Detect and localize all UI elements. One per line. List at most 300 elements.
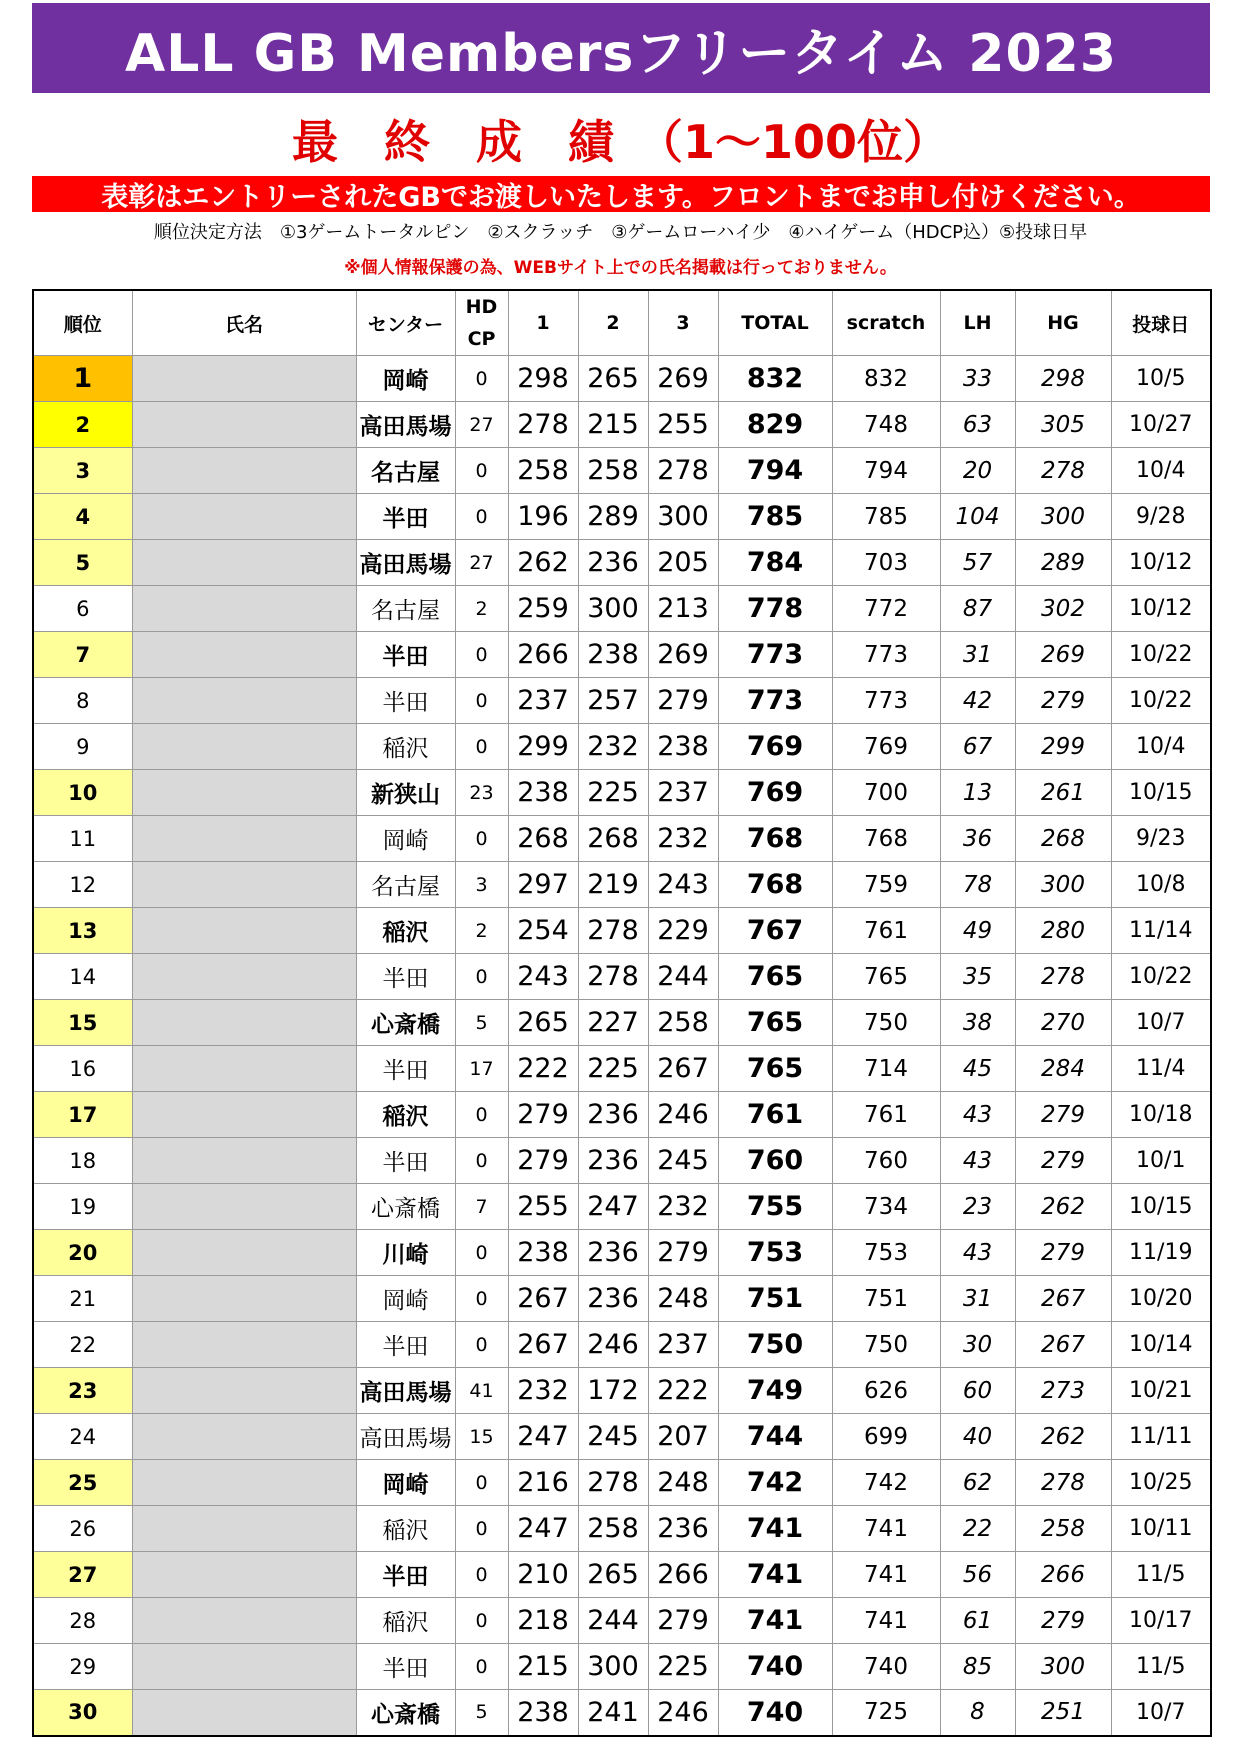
total-cell: 741 [718, 1598, 832, 1644]
scratch-cell: 741 [832, 1552, 940, 1598]
center-cell: 半田 [356, 1138, 455, 1184]
rank-cell: 19 [33, 1184, 132, 1230]
game2-cell: 244 [578, 1598, 648, 1644]
center-cell: 稲沢 [356, 1092, 455, 1138]
scratch-cell: 768 [832, 816, 940, 862]
date-cell: 10/27 [1111, 402, 1211, 448]
lh-cell: 104 [940, 494, 1015, 540]
date-cell: 10/12 [1111, 586, 1211, 632]
date-cell: 10/8 [1111, 862, 1211, 908]
total-cell: 761 [718, 1092, 832, 1138]
name-cell [132, 1322, 356, 1368]
table-row [33, 1690, 1211, 1736]
table-row [33, 1598, 1211, 1644]
name-cell [132, 1230, 356, 1276]
hg-cell: 278 [1015, 1460, 1111, 1506]
game3-cell: 207 [648, 1414, 718, 1460]
table-row [33, 1368, 1211, 1414]
hg-cell: 298 [1015, 356, 1111, 402]
date-cell: 10/22 [1111, 954, 1211, 1000]
date-cell: 10/22 [1111, 632, 1211, 678]
game2-cell: 236 [578, 1138, 648, 1184]
scratch-cell: 734 [832, 1184, 940, 1230]
rank-cell: 17 [33, 1092, 132, 1138]
table-row [33, 540, 1211, 586]
center-cell: 新狭山 [356, 770, 455, 816]
center-cell: 半田 [356, 1644, 455, 1690]
scratch-cell: 772 [832, 586, 940, 632]
rank-cell: 25 [33, 1460, 132, 1506]
game2-cell: 278 [578, 954, 648, 1000]
hdcp-cell: 0 [455, 1506, 508, 1552]
col-header-game2: 2 [578, 290, 648, 356]
hdcp-cell: 0 [455, 1230, 508, 1276]
scratch-cell: 714 [832, 1046, 940, 1092]
center-cell: 心斎橋 [356, 1184, 455, 1230]
hdcp-cell: 2 [455, 586, 508, 632]
table-row [33, 1506, 1211, 1552]
total-cell: 744 [718, 1414, 832, 1460]
lh-cell: 63 [940, 402, 1015, 448]
scratch-cell: 773 [832, 678, 940, 724]
center-cell: 名古屋 [356, 448, 455, 494]
date-cell: 10/25 [1111, 1460, 1211, 1506]
center-cell: 稲沢 [356, 1506, 455, 1552]
lh-cell: 33 [940, 356, 1015, 402]
total-cell: 785 [718, 494, 832, 540]
total-cell: 741 [718, 1506, 832, 1552]
col-header-hdcp-bottom: CP [467, 328, 496, 350]
total-cell: 794 [718, 448, 832, 494]
rank-cell: 4 [33, 494, 132, 540]
total-cell: 755 [718, 1184, 832, 1230]
game3-cell: 236 [648, 1506, 718, 1552]
center-cell: 稲沢 [356, 908, 455, 954]
date-cell: 10/4 [1111, 448, 1211, 494]
lh-cell: 35 [940, 954, 1015, 1000]
rank-cell: 6 [33, 586, 132, 632]
date-cell: 10/20 [1111, 1276, 1211, 1322]
center-cell: 半田 [356, 1322, 455, 1368]
game1-cell: 259 [508, 586, 578, 632]
name-cell [132, 540, 356, 586]
game1-cell: 238 [508, 1230, 578, 1276]
hdcp-cell: 23 [455, 770, 508, 816]
total-cell: 742 [718, 1460, 832, 1506]
game2-cell: 278 [578, 1460, 648, 1506]
lh-cell: 8 [940, 1690, 1015, 1736]
hg-cell: 300 [1015, 494, 1111, 540]
scratch-cell: 761 [832, 908, 940, 954]
name-cell [132, 954, 356, 1000]
game1-cell: 216 [508, 1460, 578, 1506]
game1-cell: 222 [508, 1046, 578, 1092]
rank-cell: 3 [33, 448, 132, 494]
results-body [33, 356, 1211, 1736]
hdcp-cell: 27 [455, 540, 508, 586]
table-row [33, 908, 1211, 954]
scratch-cell: 626 [832, 1368, 940, 1414]
lh-cell: 57 [940, 540, 1015, 586]
game2-cell: 265 [578, 1552, 648, 1598]
game2-cell: 236 [578, 1230, 648, 1276]
name-cell [132, 1138, 356, 1184]
game3-cell: 229 [648, 908, 718, 954]
hg-cell: 284 [1015, 1046, 1111, 1092]
hdcp-cell: 0 [455, 1598, 508, 1644]
lh-cell: 61 [940, 1598, 1015, 1644]
rank-cell: 30 [33, 1690, 132, 1736]
game1-cell: 298 [508, 356, 578, 402]
table-row [33, 448, 1211, 494]
game3-cell: 213 [648, 586, 718, 632]
scratch-cell: 751 [832, 1276, 940, 1322]
center-cell: 高田馬場 [356, 1414, 455, 1460]
total-cell: 832 [718, 356, 832, 402]
date-cell: 10/21 [1111, 1368, 1211, 1414]
col-header-lh: LH [940, 290, 1015, 356]
hdcp-cell: 0 [455, 356, 508, 402]
rank-cell: 9 [33, 724, 132, 770]
table-row [33, 1230, 1211, 1276]
game1-cell: 218 [508, 1598, 578, 1644]
hg-cell: 280 [1015, 908, 1111, 954]
game3-cell: 243 [648, 862, 718, 908]
total-cell: 750 [718, 1322, 832, 1368]
total-cell: 773 [718, 632, 832, 678]
name-cell [132, 1000, 356, 1046]
col-header-hg: HG [1015, 290, 1111, 356]
name-cell [132, 1046, 356, 1092]
lh-cell: 43 [940, 1230, 1015, 1276]
hdcp-cell: 5 [455, 1000, 508, 1046]
name-cell [132, 1460, 356, 1506]
game3-cell: 248 [648, 1460, 718, 1506]
lh-cell: 20 [940, 448, 1015, 494]
hdcp-cell: 0 [455, 1644, 508, 1690]
center-cell: 稲沢 [356, 1598, 455, 1644]
scratch-cell: 703 [832, 540, 940, 586]
game1-cell: 255 [508, 1184, 578, 1230]
game2-cell: 247 [578, 1184, 648, 1230]
lh-cell: 23 [940, 1184, 1015, 1230]
hg-cell: 266 [1015, 1552, 1111, 1598]
name-cell [132, 1552, 356, 1598]
game1-cell: 279 [508, 1138, 578, 1184]
game1-cell: 297 [508, 862, 578, 908]
table-row [33, 1414, 1211, 1460]
name-cell [132, 1506, 356, 1552]
hdcp-cell: 0 [455, 494, 508, 540]
total-cell: 749 [718, 1368, 832, 1414]
game2-cell: 232 [578, 724, 648, 770]
table-row [33, 402, 1211, 448]
game1-cell: 267 [508, 1322, 578, 1368]
total-cell: 829 [718, 402, 832, 448]
date-cell: 11/4 [1111, 1046, 1211, 1092]
date-cell: 10/17 [1111, 1598, 1211, 1644]
game3-cell: 267 [648, 1046, 718, 1092]
hg-cell: 278 [1015, 954, 1111, 1000]
total-cell: 740 [718, 1644, 832, 1690]
hg-cell: 299 [1015, 724, 1111, 770]
date-cell: 11/5 [1111, 1644, 1211, 1690]
lh-cell: 43 [940, 1092, 1015, 1138]
game3-cell: 266 [648, 1552, 718, 1598]
name-cell [132, 448, 356, 494]
name-cell [132, 494, 356, 540]
hdcp-cell: 0 [455, 1092, 508, 1138]
table-row [33, 1552, 1211, 1598]
scratch-cell: 741 [832, 1598, 940, 1644]
game1-cell: 215 [508, 1644, 578, 1690]
game3-cell: 279 [648, 1598, 718, 1644]
game2-cell: 225 [578, 770, 648, 816]
game2-cell: 241 [578, 1690, 648, 1736]
col-header-game1: 1 [508, 290, 578, 356]
lh-cell: 13 [940, 770, 1015, 816]
hdcp-cell: 0 [455, 1552, 508, 1598]
date-cell: 10/22 [1111, 678, 1211, 724]
scratch-cell: 794 [832, 448, 940, 494]
game2-cell: 225 [578, 1046, 648, 1092]
hdcp-cell: 0 [455, 724, 508, 770]
total-cell: 773 [718, 678, 832, 724]
game3-cell: 245 [648, 1138, 718, 1184]
table-row [33, 1322, 1211, 1368]
lh-cell: 49 [940, 908, 1015, 954]
hdcp-cell: 2 [455, 908, 508, 954]
name-cell [132, 816, 356, 862]
date-cell: 10/15 [1111, 770, 1211, 816]
game3-cell: 269 [648, 356, 718, 402]
hg-cell: 300 [1015, 862, 1111, 908]
total-cell: 760 [718, 1138, 832, 1184]
hg-cell: 270 [1015, 1000, 1111, 1046]
lh-cell: 56 [940, 1552, 1015, 1598]
game3-cell: 237 [648, 1322, 718, 1368]
total-cell: 765 [718, 1000, 832, 1046]
rank-cell: 24 [33, 1414, 132, 1460]
rank-cell: 22 [33, 1322, 132, 1368]
rank-cell: 15 [33, 1000, 132, 1046]
game2-cell: 300 [578, 586, 648, 632]
table-row [33, 1644, 1211, 1690]
scratch-cell: 769 [832, 724, 940, 770]
scratch-cell: 750 [832, 1322, 940, 1368]
game2-cell: 289 [578, 494, 648, 540]
results-subtitle: 最 終 成 績 （1〜100位） [291, 115, 950, 169]
table-row [33, 1184, 1211, 1230]
center-cell: 稲沢 [356, 724, 455, 770]
scratch-cell: 765 [832, 954, 940, 1000]
total-cell: 769 [718, 770, 832, 816]
date-cell: 11/11 [1111, 1414, 1211, 1460]
table-row [33, 770, 1211, 816]
game3-cell: 269 [648, 632, 718, 678]
rank-cell: 1 [33, 356, 132, 402]
date-cell: 11/14 [1111, 908, 1211, 954]
game2-cell: 227 [578, 1000, 648, 1046]
total-cell: 767 [718, 908, 832, 954]
center-cell: 半田 [356, 954, 455, 1000]
hg-cell: 302 [1015, 586, 1111, 632]
hdcp-cell: 17 [455, 1046, 508, 1092]
name-cell [132, 586, 356, 632]
rank-cell: 27 [33, 1552, 132, 1598]
col-header-rank: 順位 [33, 290, 132, 356]
game1-cell: 262 [508, 540, 578, 586]
total-cell: 778 [718, 586, 832, 632]
date-cell: 10/14 [1111, 1322, 1211, 1368]
game2-cell: 300 [578, 1644, 648, 1690]
game1-cell: 266 [508, 632, 578, 678]
scratch-cell: 748 [832, 402, 940, 448]
scratch-cell: 760 [832, 1138, 940, 1184]
table-row [33, 356, 1211, 402]
rank-cell: 10 [33, 770, 132, 816]
lh-cell: 30 [940, 1322, 1015, 1368]
hdcp-cell: 0 [455, 816, 508, 862]
game1-cell: 232 [508, 1368, 578, 1414]
game2-cell: 236 [578, 1276, 648, 1322]
hdcp-cell: 7 [455, 1184, 508, 1230]
game1-cell: 196 [508, 494, 578, 540]
date-cell: 10/4 [1111, 724, 1211, 770]
name-cell [132, 1644, 356, 1690]
hg-cell: 279 [1015, 1138, 1111, 1184]
game2-cell: 246 [578, 1322, 648, 1368]
lh-cell: 31 [940, 632, 1015, 678]
name-cell [132, 1276, 356, 1322]
lh-cell: 43 [940, 1138, 1015, 1184]
rank-cell: 18 [33, 1138, 132, 1184]
name-cell [132, 678, 356, 724]
table-row [33, 1092, 1211, 1138]
game3-cell: 246 [648, 1690, 718, 1736]
center-cell: 高田馬場 [356, 402, 455, 448]
total-cell: 753 [718, 1230, 832, 1276]
scratch-cell: 750 [832, 1000, 940, 1046]
table-row [33, 862, 1211, 908]
scratch-cell: 761 [832, 1092, 940, 1138]
rank-cell: 7 [33, 632, 132, 678]
hg-cell: 278 [1015, 448, 1111, 494]
table-row [33, 1046, 1211, 1092]
center-cell: 心斎橋 [356, 1690, 455, 1736]
date-cell: 10/5 [1111, 356, 1211, 402]
rank-cell: 5 [33, 540, 132, 586]
game1-cell: 268 [508, 816, 578, 862]
col-header-hdcp [455, 290, 508, 356]
rank-cell: 23 [33, 1368, 132, 1414]
rank-cell: 2 [33, 402, 132, 448]
game3-cell: 279 [648, 678, 718, 724]
hg-cell: 279 [1015, 1230, 1111, 1276]
center-cell: 半田 [356, 494, 455, 540]
game3-cell: 246 [648, 1092, 718, 1138]
center-cell: 名古屋 [356, 862, 455, 908]
hdcp-cell: 15 [455, 1414, 508, 1460]
game1-cell: 267 [508, 1276, 578, 1322]
total-cell: 768 [718, 862, 832, 908]
game3-cell: 232 [648, 816, 718, 862]
hdcp-cell: 27 [455, 402, 508, 448]
ranking-rule-text: 順位決定方法 ①3ゲームトータルピン ②スクラッチ ③ゲームローハイ少 ④ハイゲーム（HDCP込）⑤投球日早 [153, 222, 1088, 243]
center-cell: 高田馬場 [356, 540, 455, 586]
date-cell: 10/7 [1111, 1690, 1211, 1736]
hg-cell: 258 [1015, 1506, 1111, 1552]
game2-cell: 245 [578, 1414, 648, 1460]
hg-cell: 262 [1015, 1414, 1111, 1460]
game1-cell: 265 [508, 1000, 578, 1046]
center-cell: 川崎 [356, 1230, 455, 1276]
game1-cell: 254 [508, 908, 578, 954]
game1-cell: 238 [508, 770, 578, 816]
lh-cell: 42 [940, 678, 1015, 724]
hdcp-cell: 0 [455, 1322, 508, 1368]
rank-cell: 11 [33, 816, 132, 862]
rank-cell: 26 [33, 1506, 132, 1552]
name-cell [132, 632, 356, 678]
hg-cell: 300 [1015, 1644, 1111, 1690]
col-header-date: 投球日 [1111, 290, 1211, 356]
scratch-cell: 753 [832, 1230, 940, 1276]
scratch-cell: 742 [832, 1460, 940, 1506]
game2-cell: 258 [578, 1506, 648, 1552]
hg-cell: 279 [1015, 1598, 1111, 1644]
scratch-cell: 759 [832, 862, 940, 908]
game1-cell: 237 [508, 678, 578, 724]
center-cell: 高田馬場 [356, 1368, 455, 1414]
date-cell: 9/28 [1111, 494, 1211, 540]
table-row [33, 1276, 1211, 1322]
col-header-hdcp-top: HD [465, 296, 498, 318]
hdcp-cell: 0 [455, 632, 508, 678]
center-cell: 岡崎 [356, 816, 455, 862]
rank-cell: 21 [33, 1276, 132, 1322]
lh-cell: 62 [940, 1460, 1015, 1506]
game1-cell: 279 [508, 1092, 578, 1138]
name-cell [132, 908, 356, 954]
total-cell: 751 [718, 1276, 832, 1322]
rank-cell: 20 [33, 1230, 132, 1276]
game3-cell: 248 [648, 1276, 718, 1322]
table-row [33, 1000, 1211, 1046]
hdcp-cell: 0 [455, 954, 508, 1000]
name-cell [132, 1368, 356, 1414]
scratch-cell: 740 [832, 1644, 940, 1690]
game2-cell: 215 [578, 402, 648, 448]
name-cell [132, 1414, 356, 1460]
lh-cell: 78 [940, 862, 1015, 908]
center-cell: 半田 [356, 678, 455, 724]
lh-cell: 85 [940, 1644, 1015, 1690]
game3-cell: 244 [648, 954, 718, 1000]
lh-cell: 67 [940, 724, 1015, 770]
game2-cell: 172 [578, 1368, 648, 1414]
center-cell: 半田 [356, 632, 455, 678]
center-cell: 心斎橋 [356, 1000, 455, 1046]
center-cell: 半田 [356, 1552, 455, 1598]
lh-cell: 60 [940, 1368, 1015, 1414]
game1-cell: 243 [508, 954, 578, 1000]
date-cell: 11/5 [1111, 1552, 1211, 1598]
hdcp-cell: 3 [455, 862, 508, 908]
total-cell: 765 [718, 1046, 832, 1092]
hg-cell: 267 [1015, 1276, 1111, 1322]
total-cell: 769 [718, 724, 832, 770]
